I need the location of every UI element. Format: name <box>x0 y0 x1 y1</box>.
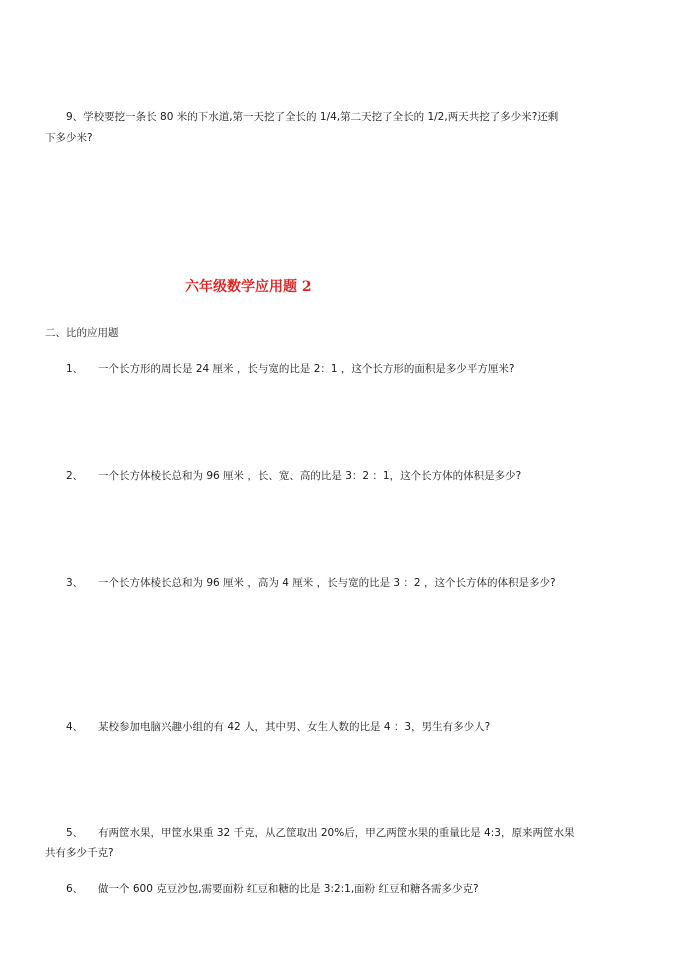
question-4 <box>66 720 490 734</box>
question-number: 2、 <box>66 470 84 482</box>
problem-9-line-1: 9、学校要挖一条长 80 米的下水道,第一天挖了全长的 1/4,第二天挖了全长的 1/2,两天共挖了多少米?还剩 <box>66 111 559 123</box>
question-text: 某校参加电脑兴趣小组的有 42 人，其中男、女生人数的比是 4 ：3，男生有多少人? <box>98 721 491 733</box>
section-heading: 二、比的应用题 <box>45 327 119 339</box>
question-text: 一个长方形的周长是 24 厘米 ，长与宽的比是 2：1 ，这个长方形的面积是多少平方厘米? <box>98 363 515 375</box>
problem-9-line-2: 下多少米? <box>45 132 93 144</box>
question-6 <box>66 882 479 896</box>
question-3 <box>66 576 556 590</box>
question-text: 有两筐水果，甲筐水果重 32 千克，从乙筐取出 20%后，甲乙两筐水果的重量比是 4:3，原来两筐水果 <box>98 827 575 839</box>
page-title: 六年级数学应用题 2 <box>185 279 312 295</box>
question-number: 1、 <box>66 363 84 375</box>
question-5-line-2: 共有多少千克? <box>45 847 114 859</box>
question-text: 一个长方体棱长总和为 96 厘米 ，高为 4 厘米 ，长与宽的比是 3 ：2 ，这个长方体的体积是多少? <box>98 577 556 589</box>
question-number: 6、 <box>66 883 84 895</box>
question-number: 5、 <box>66 827 84 839</box>
question-1 <box>66 362 514 376</box>
question-5 <box>66 826 574 840</box>
question-number: 4、 <box>66 721 84 733</box>
question-text: 做一个 600 克豆沙包,需要面粉 红豆和糖的比是 3:2:1,面粉 红豆和糖各需多少克? <box>98 883 479 895</box>
question-2 <box>66 469 521 483</box>
question-text: 一个长方体棱长总和为 96 厘米 ，长、宽、高的比是 3：2 ：1，这个长方体的体积是多少? <box>98 470 522 482</box>
question-number: 3、 <box>66 577 84 589</box>
